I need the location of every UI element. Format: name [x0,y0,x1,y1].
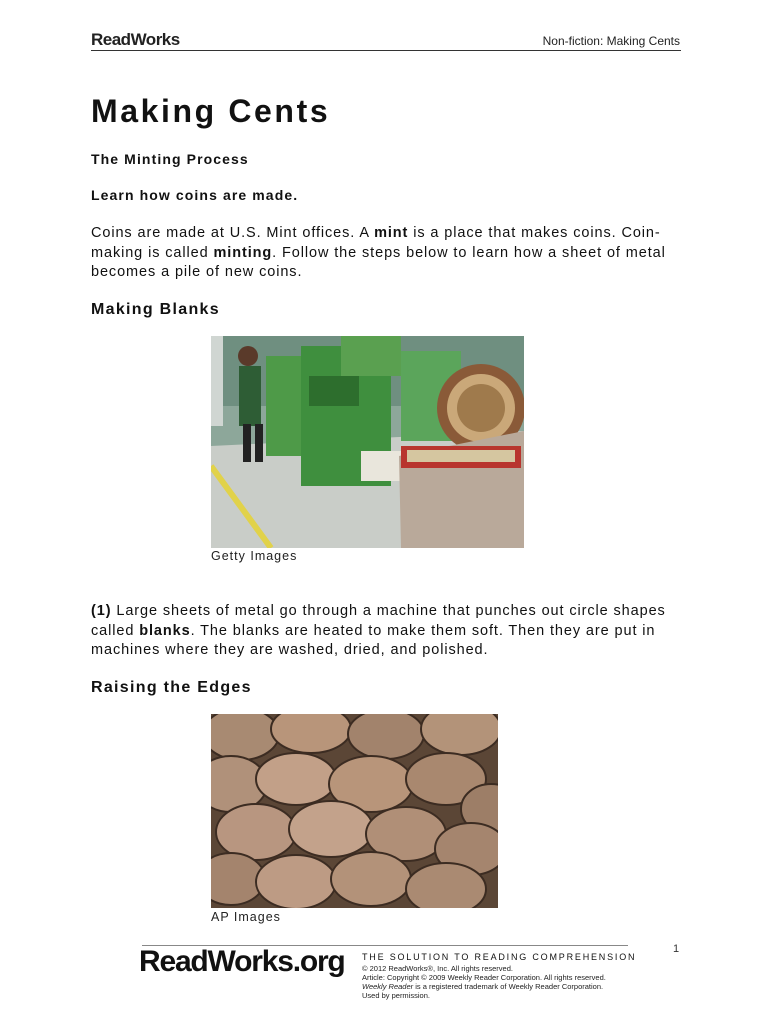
coin-blanks-photo [211,714,498,908]
section-heading-making-blanks: Making Blanks [91,301,220,318]
term-mint: mint [374,225,409,241]
article-lead: Learn how coins are made. [91,187,299,203]
photo-caption-getty: Getty Images [211,549,298,563]
readworks-brand: ReadWorks [91,30,180,49]
footer-permission: Used by permission. [362,991,430,1000]
term-minting: minting [213,244,273,261]
intro-paragraph: Coins are made at U.S. Mint offices. A mint is a place that makes coins. Coin-making is called minting. Follow the steps below to learn how a sheet of metal becomes a pile of new coins. [91,225,666,280]
footer-copyright: © 2012 ReadWorks®, Inc. All rights reserved. [362,964,513,973]
term-blanks: blanks [139,622,191,639]
footer-tagline: THE SOLUTION TO READING COMPREHENSION [362,952,637,962]
photo-caption-ap: AP Images [211,910,281,924]
mint-factory-photo [211,336,524,548]
header-rule [91,50,681,51]
step-number: (1) [91,603,112,619]
header-document-type: Non-fiction: Making Cents [542,34,680,48]
readworks-org-logo: ReadWorks.org [139,945,345,978]
footer-trademark: Weekly Reader is a registered trademark of Weekly Reader Corporation. [362,982,604,991]
step-1-paragraph: (1) Large sheets of metal go through a machine that punches out circle shapes called blanks. The blanks are heated to make them soft. Then they are put in machines where they are washed, dried, and polished. [91,603,666,658]
page-title: Making Cents [91,93,331,129]
article-subtitle: The Minting Process [91,151,249,167]
page-number: 1 [673,943,680,955]
footer-article-copyright: Article: Copyright © 2009 Weekly Reader Corporation. All rights reserved. [362,973,606,982]
section-heading-raising-edges: Raising the Edges [91,679,252,696]
